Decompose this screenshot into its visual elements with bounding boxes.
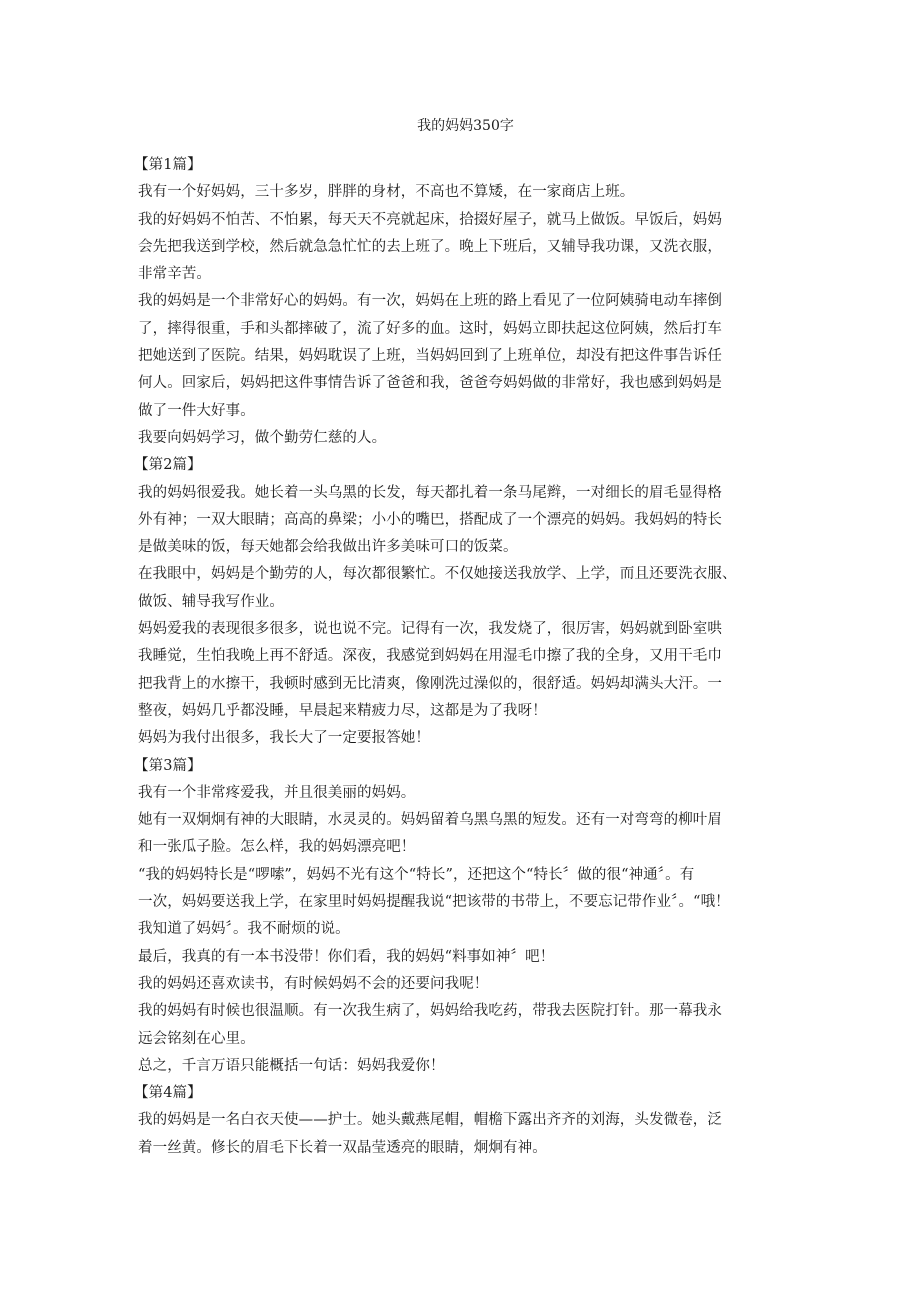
paragraph-line: 了，摔得很重，手和头都摔破了，流了好多的血。这时，妈妈立即扶起这位阿姨，然后打车 xyxy=(138,320,722,337)
paragraph-line: 最后，我真的有一本书没带！你们看，我的妈妈“料事如神〞吧！ xyxy=(138,948,555,965)
section-heading: 【第1篇】 xyxy=(134,157,202,173)
paragraph-line: 我有一个好妈妈，三十多岁，胖胖的身材，不高也不算矮，在一家商店上班。 xyxy=(138,184,635,201)
paragraph-line: 着一丝黄。修长的眉毛下长着一双晶莹透亮的眼睛，炯炯有神。 xyxy=(138,1139,547,1156)
paragraph-line: 妈妈为我付出很多，我长大了一定要报答她！ xyxy=(138,730,430,747)
paragraph-line: 整夜，妈妈几乎都没睡，早晨起来精疲力尽，这都是为了我呀！ xyxy=(138,702,547,719)
paragraph-line: 和一张瓜子脸。怎么样，我的妈妈漂亮吧！ xyxy=(138,839,416,856)
paragraph-line: 总之，千言万语只能概括一句话：妈妈我爱你！ xyxy=(138,1057,445,1074)
paragraph-line: 把我背上的水擦干，我顿时感到无比清爽，像刚洗过澡似的，很舒适。妈妈却满头大汗。一 xyxy=(138,675,722,692)
paragraph-line: 做了一件大好事。 xyxy=(138,402,255,419)
paragraph-line: 做饭、辅导我写作业。 xyxy=(138,593,284,610)
paragraph-line: 我的妈妈是一个非常好心的妈妈。有一次，妈妈在上班的路上看见了一位阿姨骑电动车摔倒 xyxy=(138,293,722,310)
paragraph-line: 在我眼中，妈妈是个勤劳的人，每次都很繁忙。不仅她接送我放学、上学，而且还要洗衣服、 xyxy=(138,566,737,583)
paragraph-line: 我要向妈妈学习，做个勤劳仁慈的人。 xyxy=(138,429,387,446)
section-heading: 【第3篇】 xyxy=(134,757,202,774)
paragraph-line: 我的妈妈是一名白衣天使——护士。她头戴燕尾帽，帽檐下露出齐齐的刘海，头发微卷，泛 xyxy=(138,1112,722,1129)
paragraph-line: 何人。回家后，妈妈把这件事情告诉了爸爸和我，爸爸夸妈妈做的非常好，我也感到妈妈是 xyxy=(138,375,722,392)
section-heading: 【第4篇】 xyxy=(134,1085,202,1102)
paragraph-line: 我的妈妈还喜欢读书，有时候妈妈不会的还要问我呢！ xyxy=(138,975,489,992)
paragraph-line: 我知道了妈妈〞。我不耐烦的说。 xyxy=(138,921,350,938)
section-heading: 【第2篇】 xyxy=(134,457,202,474)
paragraph-line: 外有神；一双大眼睛；高高的鼻梁；小小的嘴巴，搭配成了一个漂亮的妈妈。我妈妈的特长 xyxy=(138,511,722,528)
document-body xyxy=(134,152,793,1162)
document-page xyxy=(134,112,793,1162)
paragraph-line: 会先把我送到学校，然后就急急忙忙的去上班了。晚上下班后，又辅导我功课，又洗衣服， xyxy=(138,238,722,255)
paragraph-line: 我的妈妈有时候也很温顺。有一次我生病了，妈妈给我吃药，带我去医院打针。那一幕我永 xyxy=(138,1003,722,1020)
document-title: 我的妈妈350字 xyxy=(417,118,514,134)
paragraph-line: 一次，妈妈要送我上学，在家里时妈妈提醒我说“把该带的书带上，不要忘记带作业〞。“哦！ xyxy=(138,894,730,911)
paragraph-line: 她有一双炯炯有神的大眼睛，水灵灵的。妈妈留着乌黑乌黑的短发。还有一对弯弯的柳叶眉 xyxy=(138,812,722,829)
paragraph-line: 妈妈爱我的表现很多很多，说也说不完。记得有一次，我发烧了，很厉害，妈妈就到卧室哄 xyxy=(138,621,722,638)
paragraph-line: 我睡觉，生怕我晚上再不舒适。深夜，我感觉到妈妈在用湿毛巾擦了我的全身，又用干毛巾 xyxy=(138,648,722,665)
paragraph-line: 把她送到了医院。结果，妈妈耽误了上班，当妈妈回到了上班单位，却没有把这件事告诉任 xyxy=(138,348,722,365)
paragraph-line: 远会铭刻在心里。 xyxy=(138,1030,255,1047)
paragraph-line: 我的好妈妈不怕苦、不怕累，每天天不亮就起床，拾掇好屋子，就马上做饭。早饭后，妈妈 xyxy=(138,211,722,228)
paragraph-line: 非常辛苦。 xyxy=(138,266,211,283)
paragraph-line: “我的妈妈特长是“啰嗦”，妈妈不光有这个“特长”，还把这个“特长〞做的很“神通〞。有 xyxy=(138,866,695,883)
paragraph-line: 我的妈妈很爱我。她长着一头乌黑的长发，每天都扎着一条马尾辫，一对细长的眉毛显得格 xyxy=(138,484,722,501)
paragraph-line: 我有一个非常疼爱我，并且很美丽的妈妈。 xyxy=(138,784,416,801)
paragraph-line: 是做美味的饭，每天她都会给我做出许多美味可口的饭菜。 xyxy=(138,539,518,556)
